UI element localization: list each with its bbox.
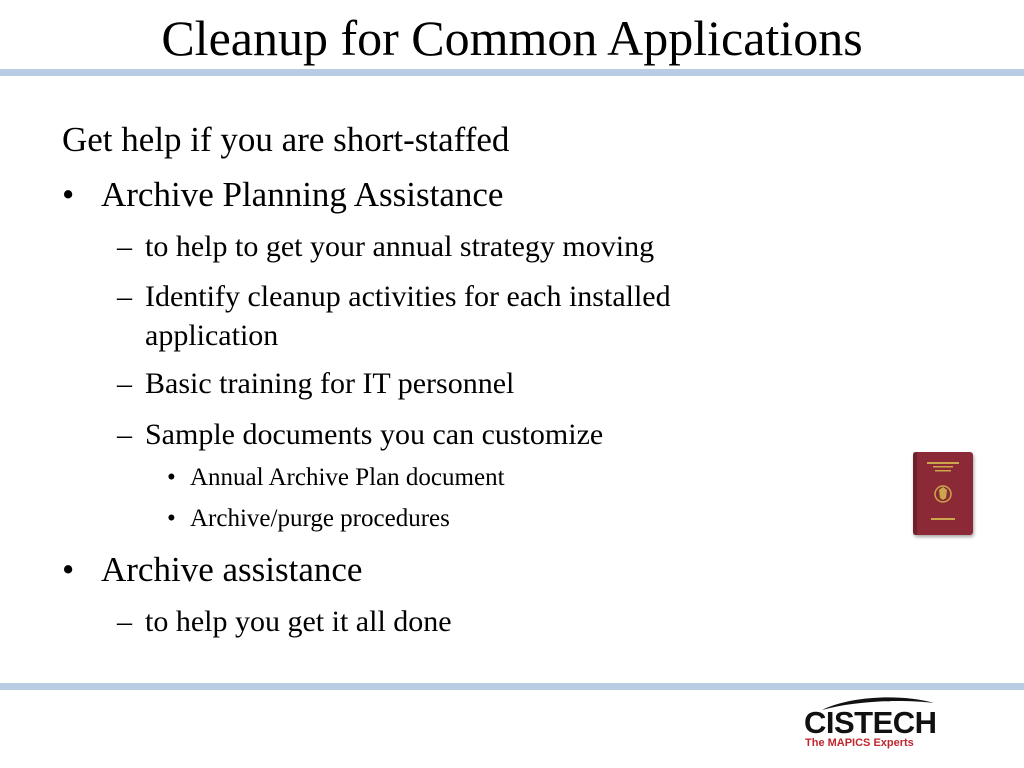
small-bullet-marker: • (167, 505, 176, 532)
bullet-marker: • (62, 175, 75, 214)
sub-item-get-it-done: to help you get it all done (145, 605, 452, 638)
logo-tagline: The MAPICS Experts (805, 737, 914, 749)
bullet-archive-planning: Archive Planning Assistance (101, 175, 504, 214)
bullet-archive-assistance: Archive assistance (101, 550, 363, 589)
bullet-marker: • (62, 550, 75, 589)
dash-marker: – (117, 605, 132, 638)
sub-item-sample-documents: Sample documents you can customize (145, 418, 604, 451)
cistech-logo (798, 695, 958, 755)
sub-item-identify-cleanup-continued: application (145, 319, 279, 352)
dash-marker: – (117, 418, 132, 451)
small-bullet-marker: • (167, 464, 176, 491)
slide-title: Cleanup for Common Applications (161, 10, 863, 66)
logo-wordmark: CISTECH (804, 705, 937, 740)
sub-item-identify-cleanup: Identify cleanup activities for each installed (145, 280, 671, 313)
dash-marker: – (117, 367, 132, 400)
bottom-divider (0, 683, 1024, 690)
dash-marker: – (117, 280, 132, 313)
intro-text: Get help if you are short-staffed (62, 120, 510, 159)
sub-item-annual-strategy: to help to get your annual strategy moving (145, 230, 655, 263)
sub-item-basic-training: Basic training for IT personnel (145, 367, 515, 400)
passport-icon (913, 452, 973, 535)
sub-sub-item-annual-plan: Annual Archive Plan document (190, 464, 505, 491)
sub-sub-item-purge-procedures: Archive/purge procedures (190, 505, 450, 532)
dash-marker: – (117, 230, 132, 263)
